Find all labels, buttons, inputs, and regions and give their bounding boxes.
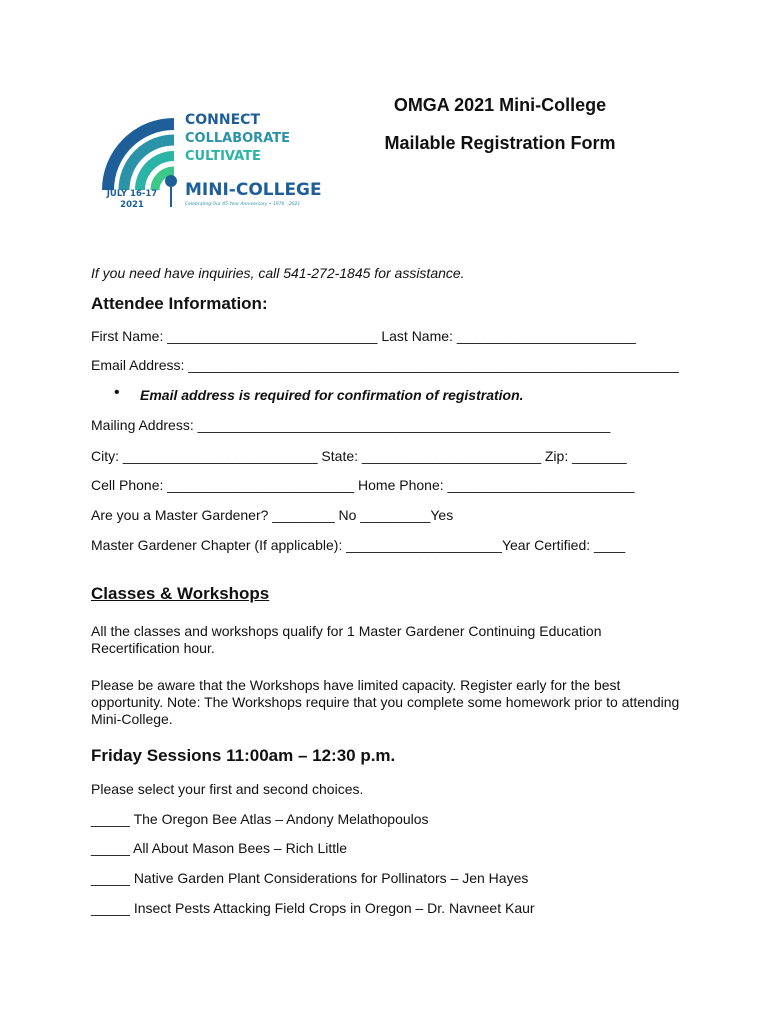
session-item: _____ All About Mason Bees – Rich Little xyxy=(91,840,348,856)
form-subtitle: Mailable Registration Form xyxy=(384,133,616,153)
mailing-address-field: Mailing Address: _____________________________________________________ xyxy=(91,417,611,433)
friday-instructions: Please select your first and second choices. xyxy=(91,781,364,797)
logo-line2: COLLABORATE xyxy=(185,131,290,146)
logo-dates-line2: 2021 xyxy=(120,200,144,210)
logo-line3: CULTIVATE xyxy=(185,149,261,164)
logo-brand: MINI-COLLEGE xyxy=(185,180,322,200)
logo-line1: CONNECT xyxy=(185,112,260,128)
email-field: Email Address: _______________________________________________________________ xyxy=(91,357,679,373)
classes-paragraph-1: All the classes and workshops qualify for 1 Master Gardener Continuing Education Recertification hour. xyxy=(91,623,602,656)
logo-tagline: Celebrating Our 45 Year Anniversary • 1976 - 2021 xyxy=(185,202,301,207)
classes-paragraph-2: Please be aware that the Workshops have limited capacity. Register early for the best opportunity. Note: The Workshops require that you complete some homework prior to attending Mini-College. xyxy=(91,677,680,727)
email-required-note: Email address is required for confirmation of registration. xyxy=(140,387,524,403)
phone-fields: Cell Phone: ________________________ Home Phone: ________________________ xyxy=(91,477,635,493)
classes-heading: Classes & Workshops xyxy=(91,584,270,603)
logo-arcs-icon xyxy=(100,95,345,220)
session-item: _____ The Oregon Bee Atlas – Andony Melathopoulos xyxy=(91,811,429,827)
session-item: _____ Native Garden Plant Considerations for Pollinators – Jen Hayes xyxy=(91,870,529,886)
bullet-icon: • xyxy=(114,384,120,401)
master-gardener-question: Are you a Master Gardener? ________ No _________Yes xyxy=(91,507,454,523)
inquiry-note: If you need have inquiries, call 541-272-1845 for assistance. xyxy=(91,265,465,281)
form-title: OMGA 2021 Mini-College xyxy=(393,95,607,115)
friday-heading: Friday Sessions 11:00am – 12:30 p.m. xyxy=(91,746,396,765)
city-state-zip-fields: City: _________________________ State: _______________________ Zip: _______ xyxy=(91,448,627,464)
logo-dates-line1: JULY 16-17 xyxy=(106,189,158,199)
chapter-year-fields: Master Gardener Chapter (If applicable): ____________________Year Certified: ____ xyxy=(91,537,626,553)
attendee-heading: Attendee Information: xyxy=(91,294,268,313)
session-item: _____ Insect Pests Attacking Field Crops in Oregon – Dr. Navneet Kaur xyxy=(91,900,535,916)
mini-college-logo xyxy=(100,95,345,220)
name-fields: First Name: ___________________________ Last Name: _______________________ xyxy=(91,328,636,344)
